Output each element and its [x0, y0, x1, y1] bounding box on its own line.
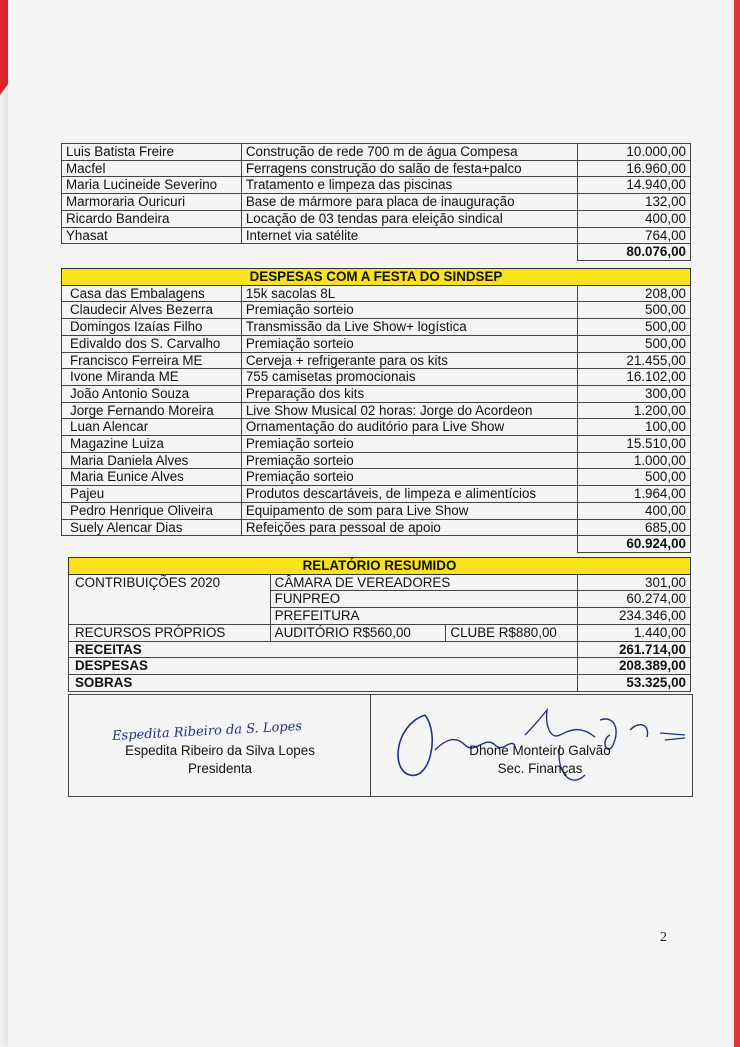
- amount-cell: 400,00: [578, 210, 691, 227]
- table-row: [62, 452, 691, 469]
- contrib-label-cell: [69, 591, 271, 608]
- description-cell: Ornamentação do auditório para Live Show: [241, 419, 578, 436]
- amount-cell: 100,00: [578, 419, 691, 436]
- prefeitura-label: PREFEITURA: [270, 608, 578, 625]
- payee-cell: Edivaldo dos S. Carvalho: [62, 335, 242, 352]
- auditorio-label: AUDITÓRIO R$560,00: [270, 624, 446, 641]
- description-cell: Equipamento de som para Live Show: [241, 502, 578, 519]
- description-cell: Base de mármore para placa de inauguração: [241, 194, 578, 211]
- description-cell: Tratamento e limpeza das piscinas: [241, 177, 578, 194]
- payee-cell: Ricardo Bandeira: [62, 210, 242, 227]
- left-signatory-role: Presidenta: [187, 761, 253, 776]
- payee-cell: João Antonio Souza: [62, 385, 242, 402]
- amount-cell: 132,00: [578, 194, 691, 211]
- table-row: [62, 419, 691, 436]
- amount-cell: 500,00: [578, 319, 691, 336]
- description-cell: 15k sacolas 8L: [241, 285, 578, 302]
- table-row: [62, 335, 691, 352]
- left-signatory-name: Espedita Ribeiro da Silva Lopes: [125, 743, 315, 758]
- description-cell: Ferragens construção do salão de festa+palco: [241, 160, 578, 177]
- description-cell: Preparação dos kits: [241, 385, 578, 402]
- payee-cell: Luis Batista Freire: [62, 144, 242, 161]
- table-row: [62, 227, 691, 244]
- table-row: [62, 352, 691, 369]
- table-row: [62, 385, 691, 402]
- despesas-label: DESPESAS: [69, 658, 578, 675]
- despesas-value: 208.389,00: [578, 658, 691, 675]
- left-handwritten-signature: Espedita Ribeiro da S. Lopes: [111, 719, 303, 744]
- table-row: [62, 177, 691, 194]
- section-total: 60.924,00: [578, 536, 691, 553]
- total-spacer: [62, 244, 578, 261]
- amount-cell: 1.200,00: [578, 402, 691, 419]
- amount-cell: 14.940,00: [578, 177, 691, 194]
- table-row: [62, 519, 691, 536]
- payee-cell: Macfel: [62, 160, 242, 177]
- table-row: [62, 210, 691, 227]
- camara-label: CÂMARA DE VEREADORES: [270, 574, 578, 591]
- red-background-edge: [734, 0, 740, 1047]
- total-spacer: [62, 536, 578, 553]
- payee-cell: Ivone Miranda ME: [62, 369, 242, 386]
- amount-cell: 16.960,00: [578, 160, 691, 177]
- table-row: [62, 436, 691, 453]
- table-row: [62, 469, 691, 486]
- expenses-table-1: [61, 143, 691, 261]
- table-row: [62, 502, 691, 519]
- table-row: [62, 285, 691, 302]
- payee-cell: Jorge Fernando Moreira: [62, 402, 242, 419]
- summary-title: RELATÓRIO RESUMIDO: [69, 558, 691, 575]
- table-row: [62, 302, 691, 319]
- amount-cell: 15.510,00: [578, 436, 691, 453]
- camara-value: 301,00: [578, 574, 691, 591]
- amount-cell: 1.000,00: [578, 452, 691, 469]
- payee-cell: Suely Alencar Dias: [62, 519, 242, 536]
- right-signatory-name: Dhone Monteiro Galvão: [469, 743, 611, 758]
- table-row: [62, 369, 691, 386]
- amount-cell: 500,00: [578, 469, 691, 486]
- description-cell: Premiação sorteio: [241, 302, 578, 319]
- description-cell: Transmissão da Live Show+ logística: [241, 319, 578, 336]
- description-cell: Construção de rede 700 m de água Compesa: [241, 144, 578, 161]
- festa-section-title: DESPESAS COM A FESTA DO SINDSEP: [62, 269, 691, 286]
- payee-cell: Maria Eunice Alves: [62, 469, 242, 486]
- amount-cell: 500,00: [578, 335, 691, 352]
- contrib-label: CONTRIBUIÇÕES 2020: [69, 574, 271, 591]
- receitas-label: RECEITAS: [69, 641, 578, 658]
- payee-cell: Marmoraria Ouricuri: [62, 194, 242, 211]
- funpreo-label: FUNPREO: [270, 591, 578, 608]
- payee-cell: Pedro Henrique Oliveira: [62, 502, 242, 519]
- table-row: [62, 194, 691, 211]
- description-cell: Produtos descartáveis, de limpeza e alimentícios: [241, 486, 578, 503]
- payee-cell: Maria Lucineide Severino: [62, 177, 242, 194]
- description-cell: Internet via satélite: [241, 227, 578, 244]
- payee-cell: Luan Alencar: [62, 419, 242, 436]
- amount-cell: 16.102,00: [578, 369, 691, 386]
- signature-divider: [370, 695, 371, 796]
- description-cell: Live Show Musical 02 horas: Jorge do Acordeon: [241, 402, 578, 419]
- description-cell: Premiação sorteio: [241, 436, 578, 453]
- amount-cell: 1.964,00: [578, 486, 691, 503]
- amount-cell: 300,00: [578, 385, 691, 402]
- payee-cell: Claudecir Alves Bezerra: [62, 302, 242, 319]
- funpreo-value: 60.274,00: [578, 591, 691, 608]
- payee-cell: Magazine Luiza: [62, 436, 242, 453]
- description-cell: Refeições para pessoal de apoio: [241, 519, 578, 536]
- total-row: [62, 536, 691, 553]
- summary-table: [68, 557, 691, 692]
- section-total: 80.076,00: [578, 244, 691, 261]
- payee-cell: Casa das Embalagens: [62, 285, 242, 302]
- payee-cell: Domingos Izaías Filho: [62, 319, 242, 336]
- sobras-label: SOBRAS: [69, 674, 578, 691]
- amount-cell: 764,00: [578, 227, 691, 244]
- amount-cell: 21.455,00: [578, 352, 691, 369]
- recursos-value: 1.440,00: [578, 624, 691, 641]
- contrib-label-cell: [69, 608, 271, 625]
- description-cell: Premiação sorteio: [241, 452, 578, 469]
- amount-cell: 500,00: [578, 302, 691, 319]
- description-cell: 755 camisetas promocionais: [241, 369, 578, 386]
- payee-cell: Francisco Ferreira ME: [62, 352, 242, 369]
- receitas-value: 261.714,00: [578, 641, 691, 658]
- table-row: [62, 144, 691, 161]
- table-row: [62, 319, 691, 336]
- prefeitura-value: 234.346,00: [578, 608, 691, 625]
- amount-cell: 10.000,00: [578, 144, 691, 161]
- amount-cell: 685,00: [578, 519, 691, 536]
- right-signatory-role: Sec. Finanças: [497, 761, 583, 776]
- description-cell: Premiação sorteio: [241, 469, 578, 486]
- payee-cell: Yhasat: [62, 227, 242, 244]
- description-cell: Premiação sorteio: [241, 335, 578, 352]
- payee-cell: Maria Daniela Alves: [62, 452, 242, 469]
- amount-cell: 400,00: [578, 502, 691, 519]
- table-row: [62, 160, 691, 177]
- festa-expenses-table: [61, 268, 691, 553]
- page-number: 2: [660, 930, 667, 945]
- total-row: [62, 244, 691, 261]
- description-cell: Locação de 03 tendas para eleição sindical: [241, 210, 578, 227]
- sobras-value: 53.325,00: [578, 674, 691, 691]
- recursos-label: RECURSOS PRÓPRIOS: [69, 624, 271, 641]
- table-row: [62, 486, 691, 503]
- payee-cell: Pajeu: [62, 486, 242, 503]
- amount-cell: 208,00: [578, 285, 691, 302]
- table-row: [62, 402, 691, 419]
- description-cell: Cerveja + refrigerante para os kits: [241, 352, 578, 369]
- clube-label: CLUBE R$880,00: [446, 624, 578, 641]
